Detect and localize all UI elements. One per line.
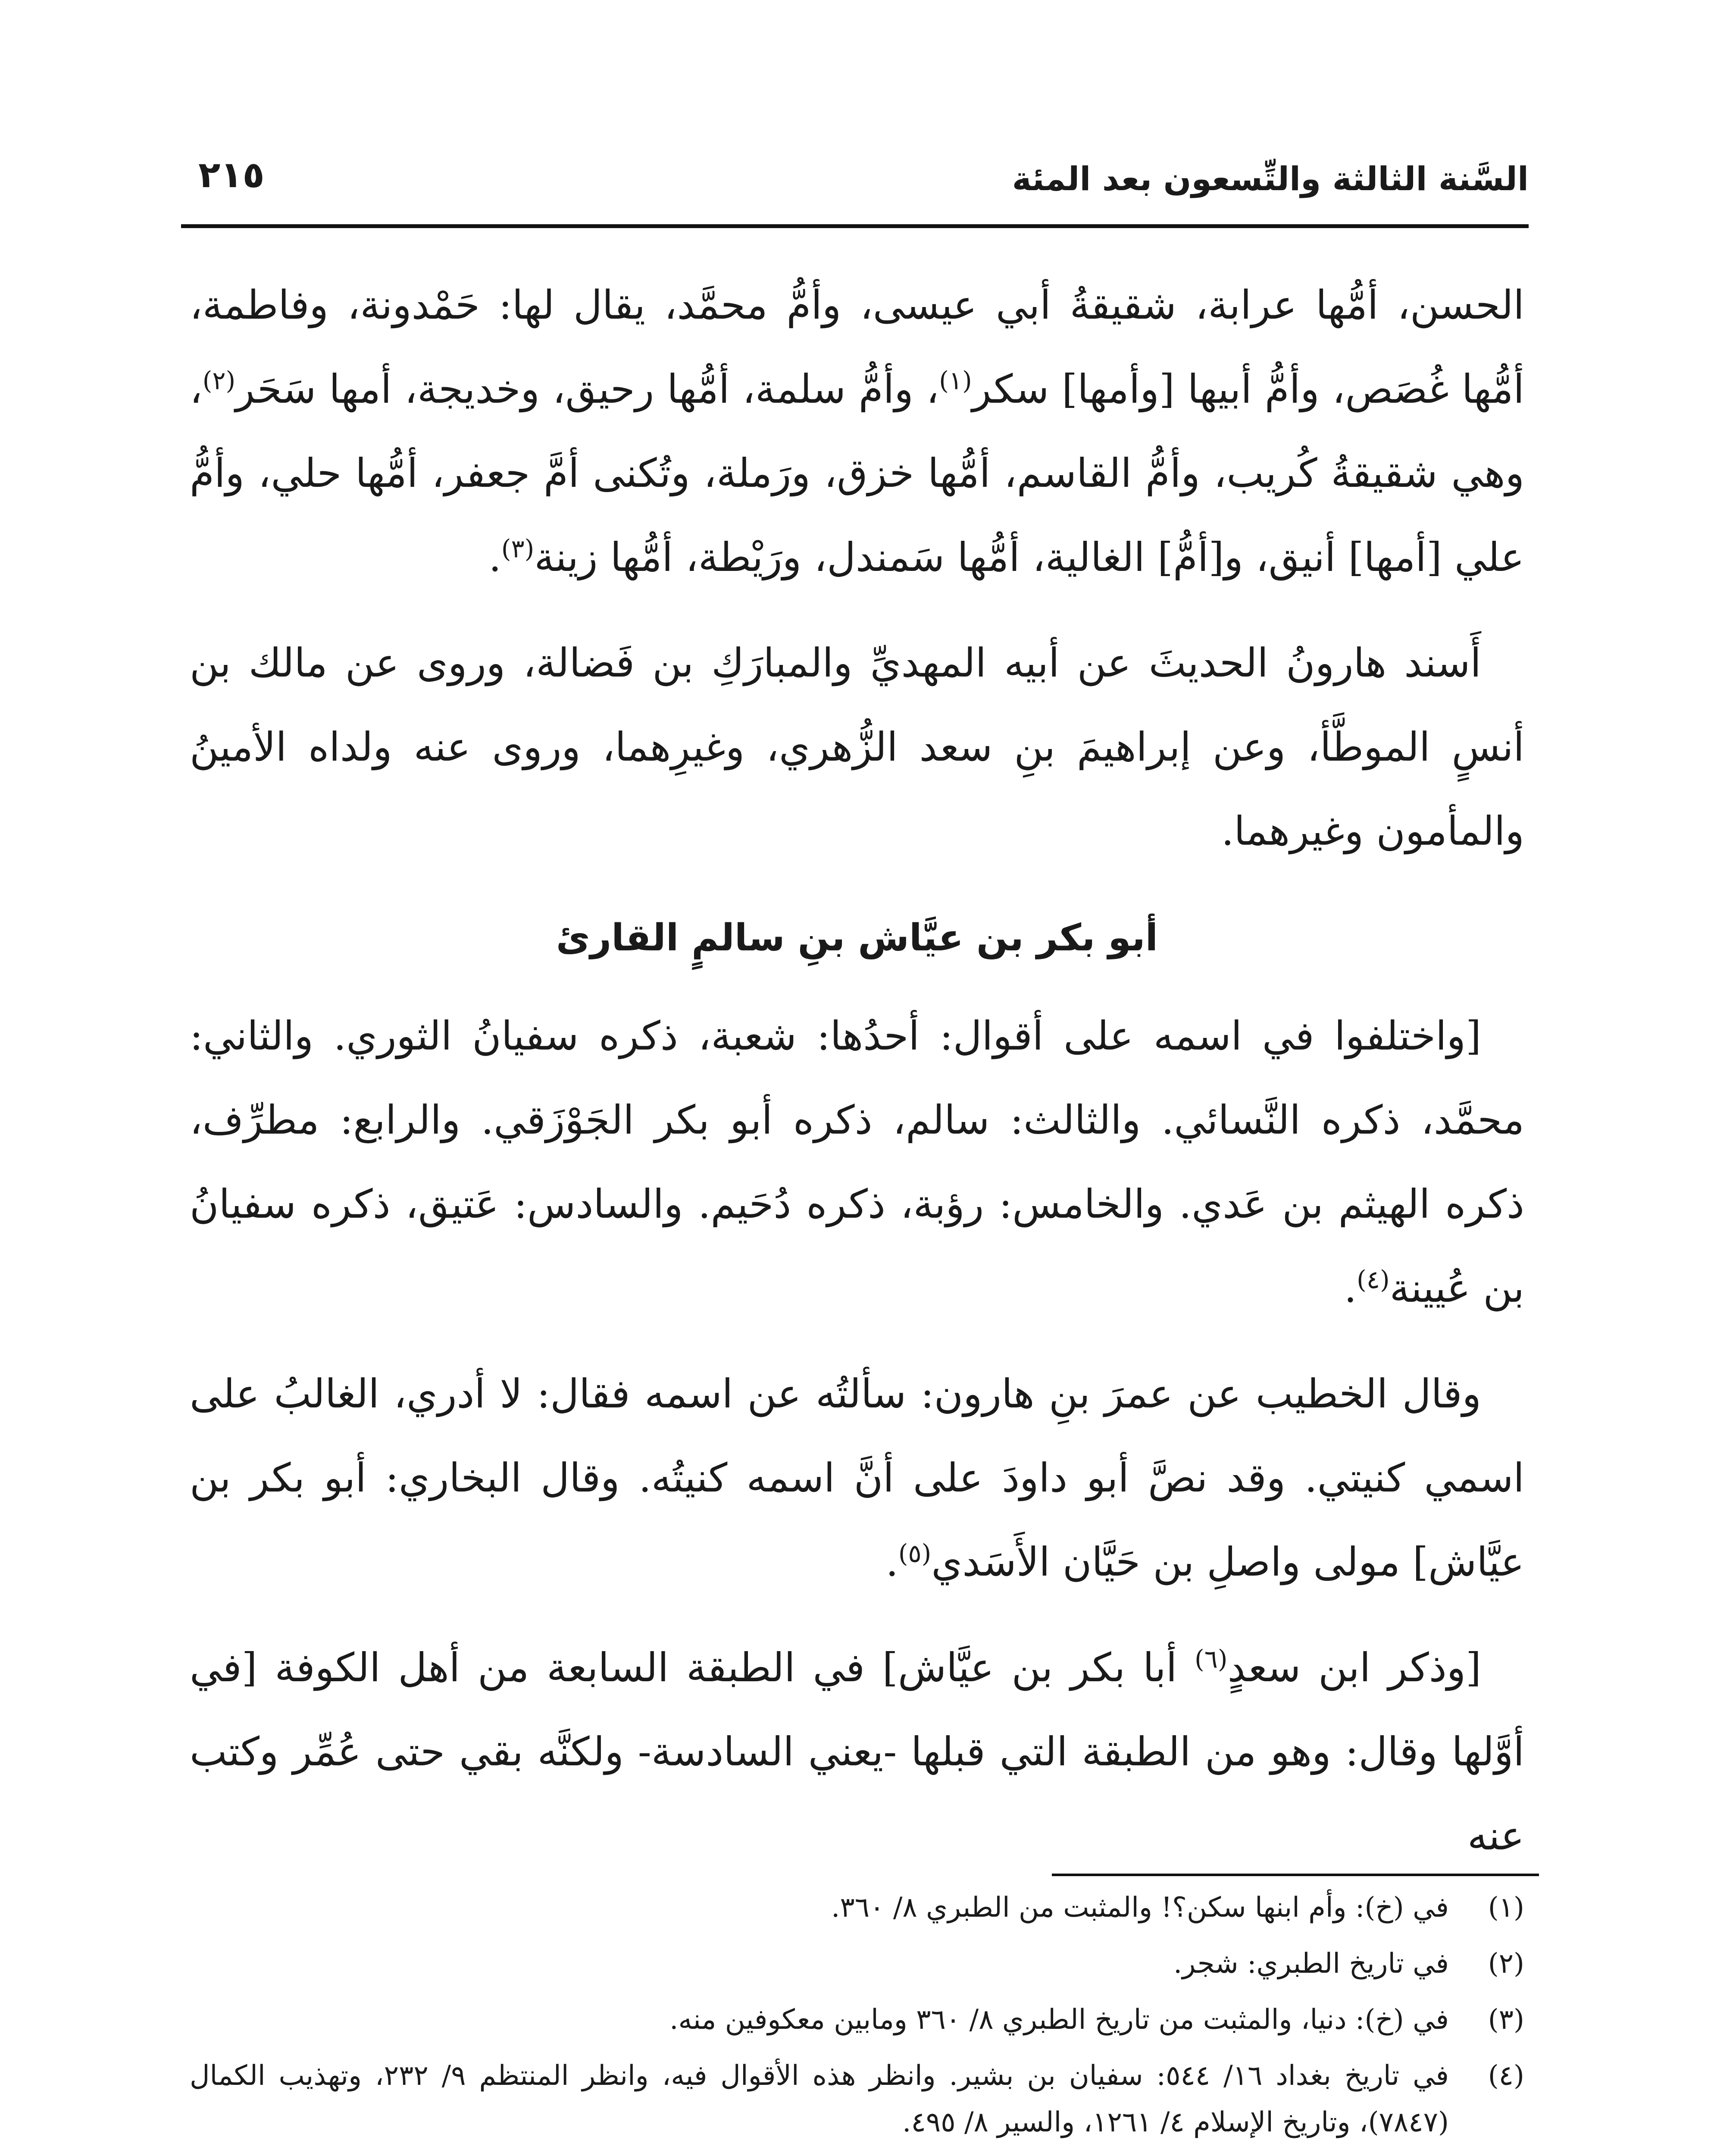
footnote-4 <box>190 2053 1524 2146</box>
paragraph-name-opinions <box>190 994 1524 1330</box>
page-number: ٢١٥ <box>198 154 265 196</box>
running-title: السَّنة الثالثة والتِّسعون بعد المئة <box>1012 160 1529 198</box>
paragraph-text: [وذكر ابن سعدٍ <box>1227 1645 1482 1691</box>
footnote-ref: (٥) <box>898 1539 932 1568</box>
header-rule <box>181 224 1529 228</box>
footnote-ref: (٤) <box>1357 1265 1390 1294</box>
text-line: أمُّها غُصَص، وأمُّ أبيها [وأمها] سكر <box>972 366 1524 412</box>
paragraph-ibn-saad <box>190 1626 1524 1878</box>
paragraph-hadith: أَسند هارونُ الحديثَ عن أبيه المهديِّ والمبارَكِ بن فَضالة، وروى عن مالك بن أنسٍ الموطَّأ، وعن إبراهيمَ بنِ سعد الزُّهري، وغيرِهما، وروى عنه ولداه الأمينُ والمأمون وغيرهما. <box>190 640 1524 854</box>
paragraph-text: [واختلفوا في اسمه على أقوال: أحدُها: شعبة، ذكره سفيانُ الثوري. والثاني: محمَّد، ذكره النَّسائي. والثالث: سالم، ذكره أبو بكر الجَوْزَقي. والرابع: مطرِّف، ذكره الهيثم بن عَدي. والخامس: رؤبة، ذكره دُحَيم. والسادس: عَتيق، ذكره سفيانُ بن عُيينة <box>190 1013 1524 1311</box>
footnote-text: في تاريخ بغداد ١٦/ ٥٤٤: سفيان بن بشير. وانظر هذه الأقوال فيه، وانظر المنتظم ٩/ ٢٣٢، وتهذيب الكمال (٧٨٤٧)، وتاريخ الإسلام ٤/ ١٢٦١، والسير ٨/ ٤٩٥. <box>190 2060 1449 2138</box>
footnote-text: في (خ): دنيا، والمثبت من تاريخ الطبري ٨/ ٣٦٠ ومابين معكوفين منه. <box>669 2004 1449 2036</box>
footnote-3 <box>190 1996 1524 2043</box>
text-line: الحسن، أمُّها عرابة، شقيقةُ أبي عيسى، وأمُّ محمَّد، يقال لها: حَمْدونة، وفاطمة، <box>190 282 1524 328</box>
footnote-text: في (خ): وأم ابنها سكن؟! والمثبت من الطبري ٨/ ٣٦٠. <box>831 1892 1449 1924</box>
footnotes <box>190 1884 1524 2156</box>
footnote-number: (٢) <box>1488 1948 1524 1980</box>
section-heading: أبو بكر بن عيَّاش بنِ سالمٍ القارئ <box>556 916 1158 959</box>
footnote-1 <box>190 1884 1524 1931</box>
footnote-ref: (٣) <box>501 534 535 564</box>
footnote-rule <box>1052 1874 1539 1876</box>
text-line: . <box>488 534 501 580</box>
text-line: ، وهي شقيقةُ كُريب، وأمُّ القاسم، أمُّها خزق، ورَملة، وتُكنى أمَّ جعفر، أمُّها <box>190 366 1524 496</box>
footnote-ref: (٢) <box>202 366 236 395</box>
footnote-number: (٤) <box>1488 2060 1524 2092</box>
paragraph-khatib <box>190 1352 1524 1604</box>
footnote-ref: (١) <box>939 366 972 395</box>
paragraph-end: . <box>1344 1265 1357 1311</box>
footnote-number: (١) <box>1488 1892 1524 1924</box>
text-line: سَحَر <box>235 366 316 412</box>
paragraph-text: وقال الخطيب عن عمرَ بنِ هارون: سألتُه عن اسمه فقال: لا أدري، الغالبُ على اسمي كنيتي. وقد نصَّ أبو داودَ على أنَّ اسمه كنيتُه. وقال البخاري: أبو بكر بن عيَّاش] مولى واصلِ بن حَيَّان الأَسَدي <box>190 1371 1524 1585</box>
main-text <box>190 263 1524 1899</box>
footnote-2 <box>190 1940 1524 1987</box>
footnote-text: في تاريخ الطبري: شجر. <box>1173 1948 1449 1980</box>
paragraph-end: . <box>885 1539 898 1585</box>
footnote-number: (٣) <box>1488 2004 1524 2036</box>
footnote-ref: (٦) <box>1195 1644 1228 1674</box>
text-line: حلي، وأمُّ علي [أمها] أنيق، و[أمُّ] الغالية، أمُّها سَمندل، ورَيْطة، أمُّها زينة <box>190 450 1524 580</box>
paragraph-daughters <box>190 263 1524 599</box>
text-line: ، وأمُّ سلمة، أمُّها رحيق، وخديجة، أمها <box>329 366 939 412</box>
paragraph-text: أبا بكر بن عيَّاش] في الطبقة السابعة من أهل الكوفة [في أوَّلها وقال: وهو من الطبقة التي قبلها -يعني السادسة- ولكنَّه بقي حتى عُمِّر وكتب عنه <box>190 1645 1524 1859</box>
running-header <box>181 147 1529 211</box>
